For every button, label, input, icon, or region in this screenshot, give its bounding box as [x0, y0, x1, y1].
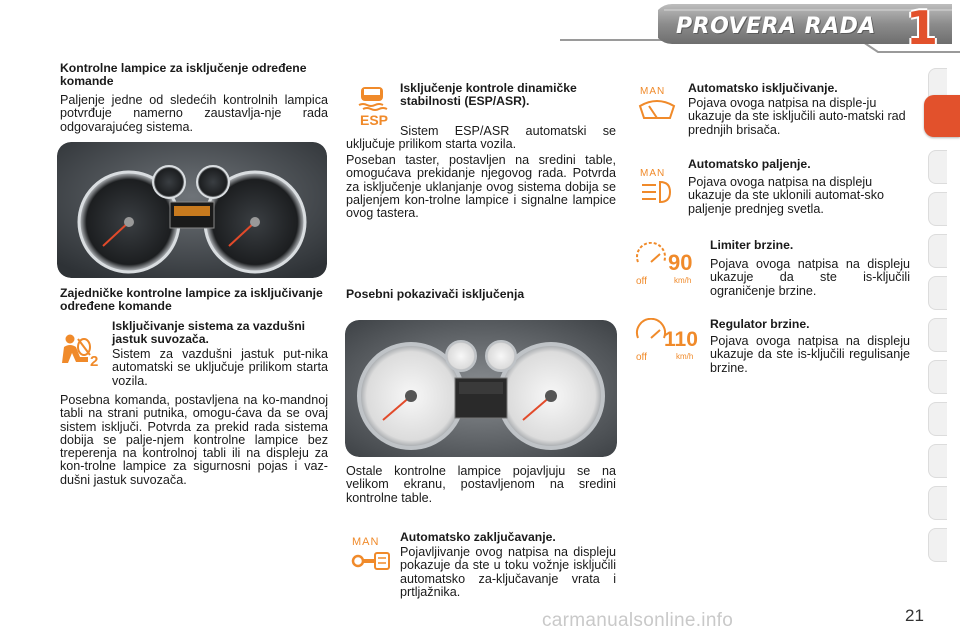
common-heading: Zajedničke kontrolne lampice za isključivanje određene komande	[60, 286, 323, 313]
chapter-number: 1	[905, 1, 938, 55]
man-label: MAN	[640, 168, 666, 179]
others-text: Ostale kontrolne lampice pojavljuju se na velikom ekranu, postavljenom na sredini kontrolne table.	[346, 464, 616, 505]
chapter-tab[interactable]	[928, 360, 947, 394]
esp-text-block	[346, 125, 616, 152]
airbag-heading: Isključivanje sistema za vazdušni jastuk suvozača.	[112, 319, 306, 346]
chapter-tab[interactable]	[928, 486, 947, 520]
regulator-text: Pojava ovoga natpisa na displeju ukazuje da ste is-ključili regulisanje brzine.	[710, 334, 910, 375]
page-number: 21	[905, 606, 924, 625]
wipers-text: Pojava ovoga natpisa na disple-ju ukazuje da ste isključili auto-matski rad prednjih brisača.	[688, 96, 906, 137]
lock-heading: Automatsko zaključavanje.	[400, 530, 556, 544]
chapter-tab[interactable]	[928, 444, 947, 478]
wipers-off-icon	[636, 84, 678, 126]
limiter-value: 90	[668, 250, 693, 275]
esp-heading: Isključenje kontrole dinamičke stabilnosti (ESP/ASR).	[400, 81, 577, 108]
man-label: MAN	[352, 536, 380, 548]
chapter-tab[interactable]	[928, 318, 947, 352]
instrument-cluster-image-1	[57, 142, 327, 278]
esp-text-2: Poseban taster, postavljen na sredini table, omogućava prekidanje njegovog rada. Potvrda za isključenje uklanjanje ovog sistema dobija se paljenjem kon-trolne lampice i signalne lampice ovog tastera.	[346, 153, 616, 221]
kmh-label: km/h	[676, 352, 694, 361]
chapter-tab-active[interactable]	[924, 95, 960, 137]
headlights-off-icon	[636, 166, 678, 208]
speed-limiter-off-icon	[634, 242, 704, 286]
airbag-text: Sistem za vazdušni jastuk put-nika automatski se uključuje prilikom starta vozila.	[112, 347, 328, 388]
airbag-off-icon	[58, 333, 102, 367]
wipers-heading: Automatsko isključivanje.	[688, 81, 838, 95]
limiter-heading: Limiter brzine.	[710, 238, 794, 252]
auto-lock-off-icon	[350, 534, 392, 572]
intro-heading: Kontrolne lampice za isključenje određene komande	[60, 61, 307, 88]
chapter-tab[interactable]	[928, 192, 947, 226]
chapter-tab[interactable]	[928, 528, 947, 562]
chapter-tab[interactable]	[928, 150, 947, 184]
off-label: off	[636, 352, 647, 362]
chapter-tabs	[928, 68, 960, 574]
watermark: carmanualsonline.info	[542, 610, 734, 631]
regulator-heading: Regulator brzine.	[710, 317, 810, 331]
limiter-text: Pojava ovoga natpisa na displeju ukazuje da ste is-ključili ograničenje brzine.	[710, 257, 910, 298]
airbag-detail-text: Posebna komanda, postavljena na ko-mandnoj tabli na strani putnika, omogu-ćava da se ovaj sistem isključi. Potvrda za prekid rada sistema dobija se palje-njem kontrolne lampice bez treperenja na kontrolnoj tabli ili na displeju za kon-trolne lampice za sigurnosni pojas i vaz-dušni jastuk suvozača.	[60, 393, 328, 487]
man-label: MAN	[640, 86, 666, 97]
lights-heading: Automatsko paljenje.	[688, 157, 811, 171]
instrument-cluster-image-2	[345, 320, 617, 457]
esp-text-1: Sistem ESP/ASR automatski se uključuje prilikom starta vozila.	[346, 124, 616, 152]
special-heading: Posebni pokazivači isključenja	[346, 287, 525, 301]
chapter-tab[interactable]	[928, 234, 947, 268]
chapter-title: PROVERA RADA	[676, 14, 876, 39]
intro-text: Paljenje jedne od sledećih kontrolnih lampica potvrđuje namerno zaustavlja-nje rada odgovarajućeg sistema.	[60, 93, 328, 134]
cruise-control-off-icon	[634, 318, 706, 362]
regulator-value: 110	[664, 328, 698, 351]
esp-label: ESP	[360, 112, 389, 127]
airbag-number: 2	[90, 353, 99, 367]
lights-text: Pojava ovoga natpisa na displeju ukazuje da ste uklonili automat-sko paljenje prednjeg svetla.	[688, 175, 885, 216]
off-label: off	[636, 276, 647, 286]
kmh-label: km/h	[674, 276, 692, 285]
chapter-tab[interactable]	[928, 276, 947, 310]
chapter-tab[interactable]	[928, 402, 947, 436]
esp-off-icon	[355, 83, 391, 127]
lock-text: Pojavljivanje ovog natpisa na displeju pokazuje da ste u toku vožnje isključili automatsko za-ključavanje vrata i prtljažnika.	[400, 545, 616, 599]
